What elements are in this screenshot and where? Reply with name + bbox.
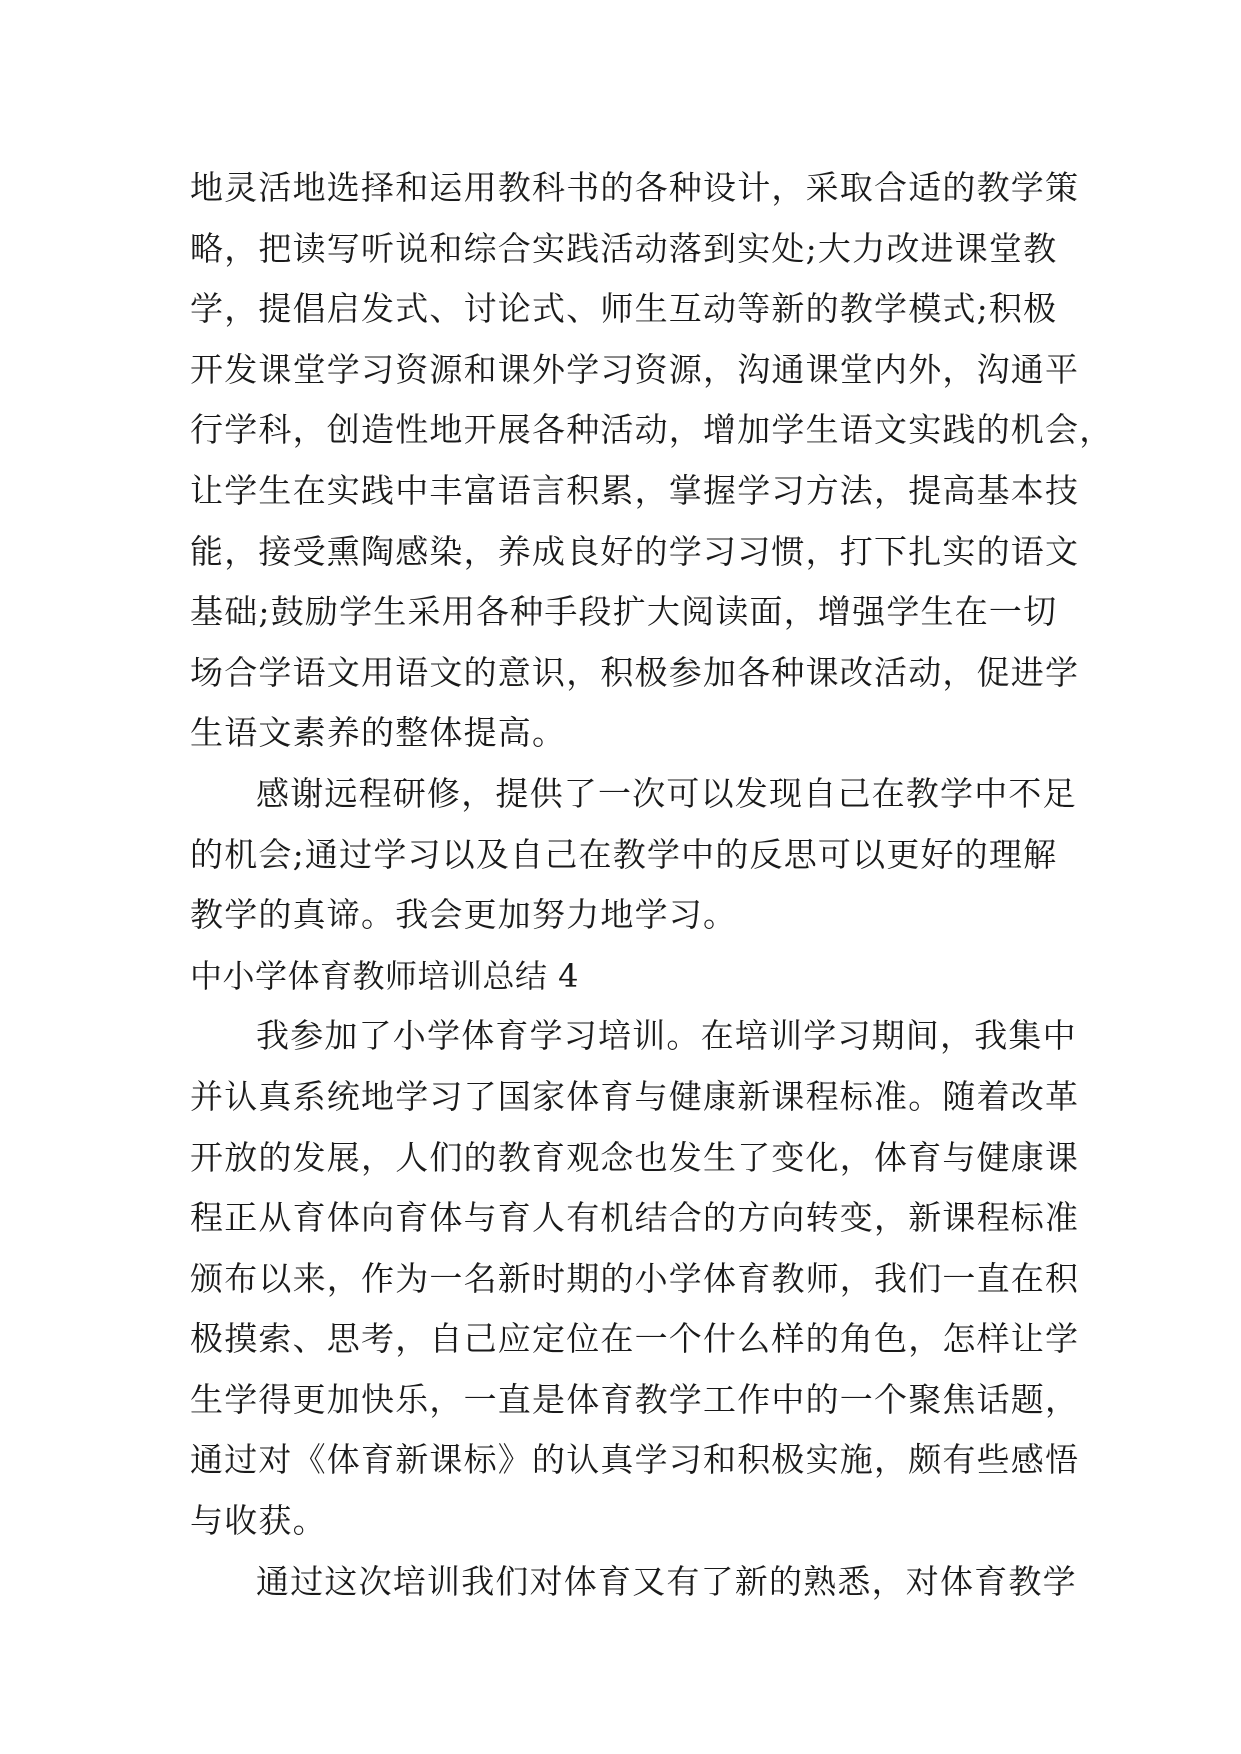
paragraph-line: 让学生在实践中丰富语言积累，掌握学习方法，提高基本技 <box>190 470 1080 510</box>
paragraph-line: 开发课堂学习资源和课外学习资源，沟通课堂内外，沟通平 <box>190 349 1080 389</box>
paragraph-line: 与收获。 <box>190 1501 327 1541</box>
paragraph-line: 能，接受熏陶感染，养成良好的学习习惯，打下扎实的语文 <box>190 531 1080 571</box>
paragraph-line: 我参加了小学体育学习培训。在培训学习期间，我集中 <box>256 1016 1077 1056</box>
paragraph-line: 生学得更加快乐，一直是体育教学工作中的一个聚焦话题， <box>190 1379 1080 1419</box>
paragraph-line: 行学科，创造性地开展各种活动，增加学生语文实践的机会， <box>190 410 1114 450</box>
paragraph-line: 略，把读写听说和综合实践活动落到实处;大力改进课堂教 <box>190 228 1058 268</box>
paragraph-line: 地灵活地选择和运用教科书的各种设计，采取合适的教学策 <box>190 168 1080 207</box>
paragraph-line: 场合学语文用语文的意识，积极参加各种课改活动，促进学 <box>190 652 1080 692</box>
paragraph-line: 生语文素养的整体提高。 <box>190 713 567 753</box>
paragraph-line: 基础;鼓励学生采用各种手段扩大阅读面，增强学生在一切 <box>190 592 1058 632</box>
paragraph-line: 通过这次培训我们对体育又有了新的熟悉，对体育教学 <box>256 1561 1077 1601</box>
paragraph-line: 学，提倡启发式、讨论式、师生互动等新的教学模式;积极 <box>190 289 1058 329</box>
paragraph-line: 教学的真谛。我会更加努力地学习。 <box>190 895 738 935</box>
paragraph-line: 并认真系统地学习了国家体育与健康新课程标准。随着改革 <box>190 1076 1080 1116</box>
paragraph-line: 的机会;通过学习以及自己在教学中的反思可以更好的理解 <box>190 834 1058 874</box>
paragraph-line: 开放的发展，人们的教育观念也发生了变化，体育与健康课 <box>190 1137 1080 1177</box>
paragraph-line: 颁布以来，作为一名新时期的小学体育教师，我们一直在积 <box>190 1258 1080 1298</box>
paragraph-line: 极摸索、思考，自己应定位在一个什么样的角色，怎样让学 <box>190 1319 1080 1359</box>
section-heading: 中小学体育教师培训总结 4 <box>190 956 580 995</box>
paragraph-line: 通过对《体育新课标》的认真学习和积极实施，颇有些感悟 <box>190 1440 1080 1480</box>
paragraph-line: 程正从育体向育体与育人有机结合的方向转变，新课程标准 <box>190 1198 1080 1238</box>
document-body <box>190 158 1114 1612</box>
paragraph-line: 感谢远程研修，提供了一次可以发现自己在教学中不足 <box>256 773 1077 813</box>
